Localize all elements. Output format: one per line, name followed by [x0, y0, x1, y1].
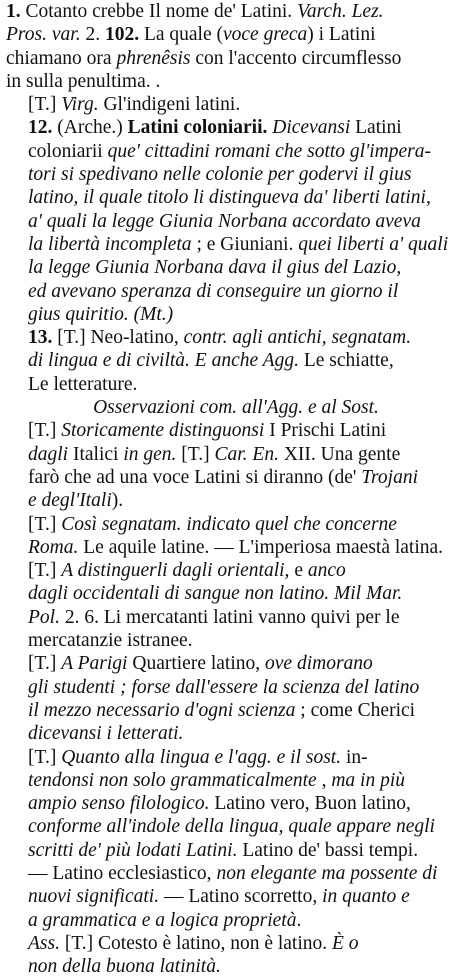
text-run: chiamano ora: [6, 47, 117, 69]
bold-text: 12.: [28, 117, 53, 139]
italic-text: anco: [307, 560, 346, 582]
italic-text: phrenêsis: [116, 47, 191, 69]
text-run: Latino vero, Buon latino,: [209, 793, 411, 815]
text-line: [6, 140, 466, 163]
text-run: ,: [316, 769, 332, 791]
dictionary-entry: [6, 559, 466, 652]
italic-text: que' cittadini romani che sotto gl'impera-: [107, 140, 431, 162]
text-run: in sulla penultima. .: [6, 70, 161, 92]
italic-text: ed avevano speranza di conseguire un giorno il: [28, 280, 399, 302]
text-line: [6, 676, 466, 699]
italic-text: Pros. var.: [6, 24, 81, 46]
italic-text: È o: [332, 932, 359, 954]
italic-text: Ass.: [28, 932, 60, 954]
italic-text: ove dimorano: [265, 653, 373, 675]
italic-text: latino, il quale titolo li distingueva da' liberti latini,: [28, 187, 431, 209]
dictionary-entry: [6, 396, 466, 419]
text-run: farò che ad una voce Latini si diranno (de': [28, 466, 362, 488]
italic-text: scritti de' più lodati Latini.: [28, 839, 238, 861]
text-line: [6, 210, 466, 233]
italic-text: A distinguerli dagli orientali,: [61, 560, 290, 582]
bold-text: 102.: [104, 24, 140, 46]
text-run: Latini: [350, 117, 402, 139]
dictionary-entry: [6, 932, 466, 978]
text-run: Le letterature.: [28, 373, 138, 395]
italic-text: non della buona latinità.: [28, 956, 221, 978]
text-run: ).: [111, 490, 124, 512]
italic-text: in gen.: [123, 443, 177, 465]
text-run: [T.]: [28, 420, 62, 442]
italic-text: dagli: [28, 443, 69, 465]
text-run: Italici: [68, 443, 124, 465]
dictionary-entry: [6, 116, 466, 326]
italic-text: gius quiritio. (Mt.): [28, 303, 174, 325]
text-line: [6, 536, 466, 559]
text-line: [6, 256, 466, 279]
text-line: [6, 955, 466, 978]
text-line: [6, 815, 466, 838]
text-line: [6, 47, 466, 70]
italic-text: contr. agli antichi, segnatam.: [183, 327, 412, 349]
text-line: [6, 23, 466, 46]
text-line: [6, 466, 466, 489]
italic-text: dicevansi i letterati.: [28, 723, 184, 745]
italic-text: Quanto alla lingua e l'agg. e il sost.: [61, 746, 342, 768]
text-run: 2.: [80, 24, 105, 46]
text-line: [6, 186, 466, 209]
italic-text: a' quali la legge Giunia Norbana accordato aveva: [28, 210, 421, 232]
text-run: I Prischi Latini: [264, 420, 387, 442]
text-line: [6, 629, 466, 652]
text-line: [6, 163, 466, 186]
italic-text: e degl'Itali: [28, 490, 112, 512]
text-run: La quale (: [139, 24, 223, 46]
dictionary-entry: [6, 93, 466, 116]
italic-text: Storicamente distinguonsi: [61, 420, 265, 442]
italic-text: Roma.: [28, 536, 79, 558]
italic-text: nuovi significati.: [28, 886, 160, 908]
text-run: (Arche.): [52, 117, 128, 139]
italic-text: Varch. Lez.: [297, 1, 384, 22]
text-line: [6, 326, 466, 349]
dictionary-entry: [6, 746, 466, 932]
text-line: [6, 116, 466, 139]
text-run: coloniarii: [28, 140, 108, 162]
bold-text: Latini coloniarii.: [127, 117, 268, 139]
dictionary-entry: [6, 0, 466, 93]
text-run: — Latino ecclesiastico,: [28, 862, 217, 884]
text-line: [6, 839, 466, 862]
text-run: Gl'indigeni latini.: [98, 94, 241, 116]
text-run: 2. 6. Li mercatanti latini vanno quivi per le: [59, 606, 400, 628]
text-line: [6, 93, 466, 116]
text-line: [6, 443, 466, 466]
italic-text: conforme all'indole della lingua, quale appare negli: [28, 816, 435, 838]
text-line: [6, 722, 466, 745]
text-line: [6, 513, 466, 536]
italic-text: Trojani: [361, 466, 418, 488]
text-run: [T.]: [28, 513, 62, 535]
text-run: e: [289, 560, 308, 582]
italic-text: Così segnatam. indicato quel che concerne: [61, 513, 397, 535]
italic-text: tori si spedivano nelle colonie per godervi il gius: [28, 164, 412, 186]
text-run: [T.]: [28, 560, 62, 582]
text-line: [6, 349, 466, 372]
text-line: [6, 885, 466, 908]
italic-text: di lingua e di civiltà. E anche Agg.: [28, 350, 299, 372]
italic-text: voce greca: [223, 24, 308, 46]
text-line: [6, 699, 466, 722]
italic-text: in quanto e: [322, 886, 410, 908]
bold-text: 13.: [28, 327, 53, 349]
italic-text: dagli occidentali di sangue non latino. Mil Mar.: [28, 583, 403, 605]
text-run: ) i Latini: [307, 24, 376, 46]
italic-text: quei liberti a' quali: [298, 233, 449, 255]
text-run: .: [296, 909, 302, 931]
text-run: Cotanto crebbe Il nome de' Latini.: [20, 1, 298, 22]
italic-text: Pol.: [28, 606, 60, 628]
dictionary-entry: [6, 419, 466, 512]
text-run: [T.] Neo-latino,: [52, 327, 184, 349]
italic-text: Virg.: [61, 94, 99, 116]
dictionary-entry: [6, 326, 466, 396]
italic-text: tendonsi non solo grammaticalmente: [28, 769, 317, 791]
text-run: in-: [341, 746, 368, 768]
text-line: [6, 70, 466, 93]
italic-text: la libertà incompleta: [28, 233, 192, 255]
italic-text: il mezzo necessario d'ogni scienza: [28, 699, 296, 721]
text-run: Quartiere latino,: [127, 653, 266, 675]
italic-text: la legge Giunia Norbana dava il gius del Lazio,: [28, 257, 402, 279]
text-run: [T.]: [28, 653, 62, 675]
text-line: [6, 396, 466, 419]
text-run: mercatanzie istranee.: [28, 630, 193, 652]
italic-text: non elegante ma possente di: [216, 862, 438, 884]
text-line: [6, 373, 466, 396]
text-run: ; come Cherici: [295, 699, 416, 721]
text-line: [6, 606, 466, 629]
dictionary-entry: [6, 513, 466, 560]
text-line: [6, 652, 466, 675]
text-run: Le aquile latine. — L'imperiosa maestà latina.: [78, 536, 444, 558]
text-line: [6, 862, 466, 885]
text-run: Latino de' bassi tempi.: [237, 839, 419, 861]
text-run: [T.]: [28, 94, 62, 116]
text-run: — Latino scorretto,: [159, 886, 323, 908]
text-line: [6, 233, 466, 256]
text-run: Le schiatte,: [298, 350, 394, 372]
italic-text: ma in più: [331, 769, 405, 791]
text-line: [6, 932, 466, 955]
text-run: [T.] Cotesto è latino, non è latino.: [59, 932, 333, 954]
bold-text: 1.: [6, 1, 21, 22]
text-run: con l'accento circumflesso: [190, 47, 402, 69]
italic-text: gli studenti ; forse dall'essere la scienza del latino: [28, 676, 420, 698]
dictionary-entry: [6, 652, 466, 745]
text-run: ; e Giuniani.: [191, 233, 299, 255]
text-line: [6, 0, 466, 23]
text-line: [6, 582, 466, 605]
italic-text: Osservazioni com. all'Agg. e al Sost.: [93, 397, 379, 419]
italic-text: ampio senso filologico.: [28, 793, 210, 815]
text-line: [6, 746, 466, 769]
text-line: [6, 769, 466, 792]
text-run: [T.]: [176, 443, 215, 465]
text-line: [6, 419, 466, 442]
italic-text: Dicevansi: [272, 117, 351, 139]
text-line: [6, 303, 466, 326]
text-run: XII. Una gente: [278, 443, 401, 465]
italic-text: Car. En.: [214, 443, 279, 465]
text-line: [6, 280, 466, 303]
text-line: [6, 559, 466, 582]
text-line: [6, 792, 466, 815]
text-run: [T.]: [28, 746, 62, 768]
text-line: [6, 909, 466, 932]
italic-text: A Parigi: [61, 653, 128, 675]
italic-text: a grammatica e a logica proprietà: [28, 909, 297, 931]
text-line: [6, 489, 466, 512]
